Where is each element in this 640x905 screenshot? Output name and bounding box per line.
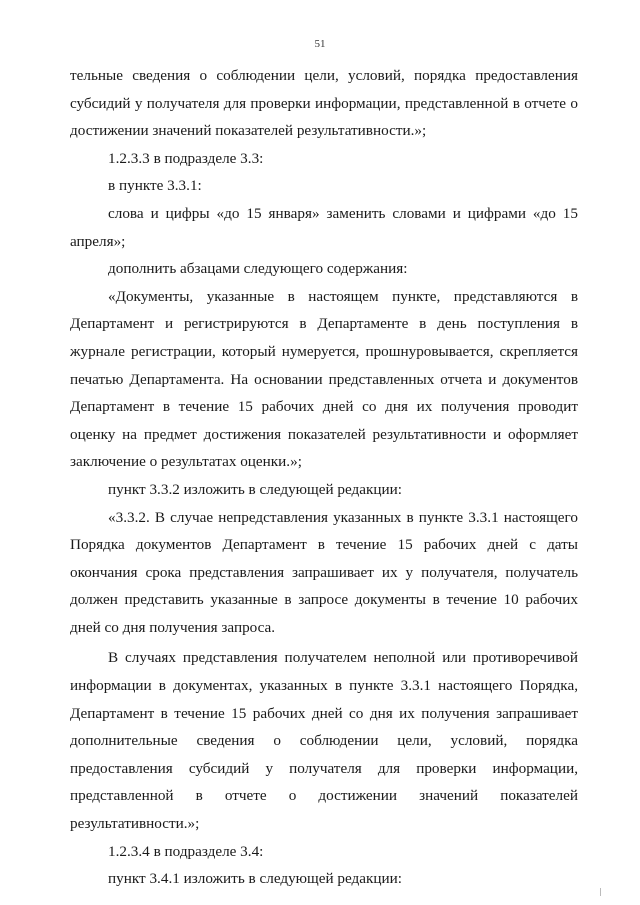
paragraph-add-clauses: дополнить абзацами следующего содержания:	[108, 260, 408, 278]
paragraph-continuation: тельные сведения о соблюдении цели, условий, порядка предоставления субсидий у получателя для проверки информации, представленной в отчете о достижении значений показателей результативности.»;	[70, 67, 578, 140]
document-body	[70, 62, 578, 893]
paragraph-3-3-2-quote: «3.3.2. В случае непредставления указанных в пункте 3.3.1 настоящего Порядка документов Департамент в течение 15 рабочих дней с даты окончания срока представления запрашивает их у получателя, получатель должен представить указанные в запросе документы в течение 10 рабочих дней со дня получения запроса.	[70, 508, 578, 636]
page-number: 51	[314, 38, 326, 50]
scan-margin-mark	[600, 888, 601, 896]
paragraph-incomplete-info: В случаях представления получателем неполной или противоречивой информации в документах, указанных в пункте 3.3.1 настоящего Порядка, Департамент в течение 15 рабочих дней со дня их получения запрашивает дополнительные сведения о соблюдении цели, условий, порядка предоставления субсидий у получателя для проверки информации, представленной в отчете о достижении значений показателей результативности.»;	[70, 649, 578, 833]
paragraph-clause-3-3-1: в пункте 3.3.1:	[108, 177, 202, 195]
paragraph-replace-words: слова и цифры «до 15 января» заменить словами и цифрами «до 15 апреля»;	[70, 204, 578, 250]
paragraph-clause-3-3-2: пункт 3.3.2 изложить в следующей редакции:	[108, 480, 402, 498]
paragraph-clause-3-4-1: пункт 3.4.1 изложить в следующей редакции:	[108, 870, 402, 888]
paragraph-documents-quote: «Документы, указанные в настоящем пункте, представляются в Департамент и регистрируются в Департаменте в день поступления в журнале регистрации, который нумеруется, прошнуровывается, скрепляется печатью Департамента. На основании представленных отчета и документов Департамент в течение 15 рабочих дней со дня их получения проводит оценку на предмет достижения показателей результативности и оформляет заключение о результатах оценки.»;	[70, 287, 578, 471]
paragraph-subsection-3-3: 1.2.3.3 в подразделе 3.3:	[108, 149, 264, 167]
paragraph-subsection-3-4: 1.2.3.4 в подразделе 3.4:	[108, 842, 264, 860]
